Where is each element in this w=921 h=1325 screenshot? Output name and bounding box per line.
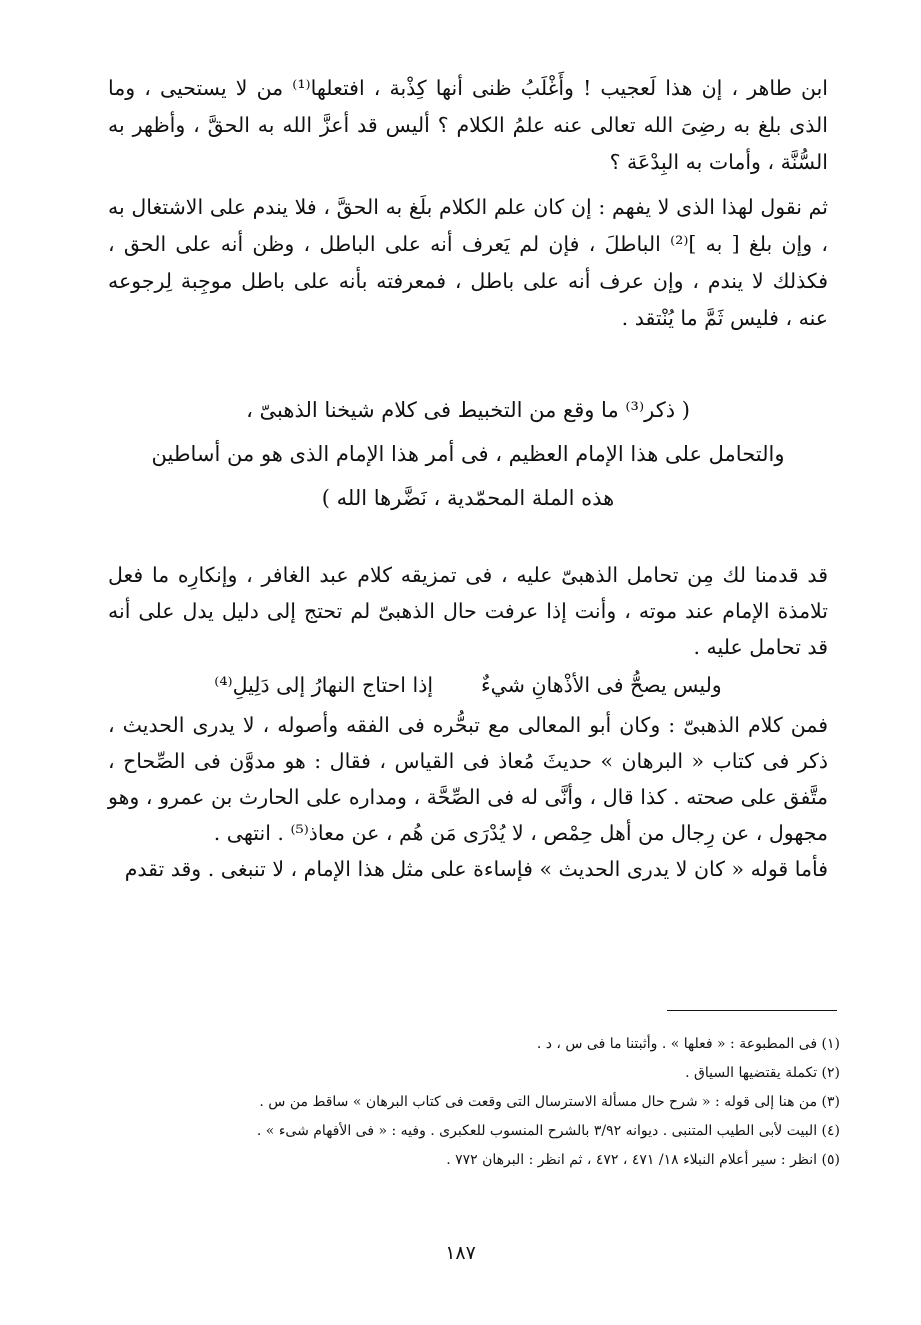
footnote: (٥) انظر : سير أعلام النبلاء ١٨/ ٤٧١ ، ٤٧٢ ، ثم انظر : البرهان ٧٧٢ . <box>446 1152 840 1168</box>
verse-hemistich: وليس يصحُّ فى الأذْهانِ شيءٌ <box>481 673 722 697</box>
footnote-divider <box>667 1010 837 1011</box>
heading-line: ( ذكر⁽³⁾ ما وقع من التخبيط فى كلام شيخنا الذهبىّ ، <box>246 398 690 422</box>
poetry-verse <box>108 667 828 703</box>
footnote: (٢) تكملة يقتضيها السياق . <box>685 1065 840 1081</box>
page-number: ١٨٧ <box>445 1242 476 1264</box>
paragraph: فأما قوله « كان لا يدرى الحديث » فإساءة على مثل هذا الإمام ، لا تنبغى . وقد تقدم <box>124 857 828 881</box>
paragraph: ابن طاهر ، إن هذا لَعجيب ! وأَغْلَبُ ظنى أنها كِذْبة ، افتعلها⁽¹⁾ من لا يستحيى ، وما الذى بلغ به رضِىَ الله تعالى عنه علمُ الكلام ؟ أليس قد أعزَّ الله به الحقَّ ، وأظهر به السُّنَّة ، وأمات به البِدْعَة ؟ <box>108 76 829 174</box>
paragraph: ثم نقول لهذا الذى لا يفهم : إن كان علم الكلام بلَغ به الحقَّ ، فلا يندم على الاشتغال به ، وإن بلغ [ به ]⁽²⁾ الباطلَ ، فإن لم يَعرف أنه على الباطل ، وظن أنه على الحق ، فكذلك لا يندم ، وإن عرف أنه على باطل ، فمعرفته بأنه على باطل موجِبة لِرجوعه عنه ، فليس ثَمَّ ما يُنْتقد . <box>108 195 828 330</box>
heading-line: هذه الملة المحمّدية ، نَضَّرها الله ) <box>321 486 615 510</box>
verse-hemistich: إذا احتاج النهارُ إلى دَلِيلِ⁽⁴⁾ <box>214 673 434 697</box>
footnote: (١) فى المطبوعة : « فعلها » . وأثبتنا ما فى س ، د . <box>536 1036 840 1052</box>
footnotes <box>120 1030 840 1175</box>
footnote: (٣) من هنا إلى قوله : « شرح حال مسألة الاسترسال التى وقعت فى كتاب البرهان » ساقط من س . <box>259 1094 840 1110</box>
paragraph: قد قدمنا لك مِن تحامل الذهبىّ عليه ، فى تمزيقه كلام عبد الغافر ، وإنكارِه ما فعل تلامذة الإمام عند موته ، وأنت إذا عرفت حال الذهبىّ لم تحتج إلى دليل يدل على أنه قد تحامل عليه . <box>108 563 828 659</box>
footnote: (٤) البيت لأبى الطيب المتنبى . ديوانه ٣/٩٢ بالشرح المنسوب للعكبرى . وفيه : « فى الأفهام شىء » . <box>256 1123 840 1139</box>
section-heading <box>108 388 828 520</box>
main-text-top <box>108 70 828 337</box>
paragraph: فمن كلام الذهبىّ : وكان أبو المعالى مع تبحُّره فى الفقه وأصوله ، لا يدرى الحديث ، ذكر فى كتاب « البرهان » حديثَ مُعاذ فى القياس ، فقال : هو مدوَّن فى الصِّحاح ، متَّفق على صحته . كذا قال ، وأنَّى له فى الصِّحَّة ، ومداره على الحارث بن عمرو ، وهو مجهول ، عن رِجال من أهل حِمْص ، لا يُدْرَى مَن هُم ، عن معاذ⁽⁵⁾ . انتهى . <box>108 713 828 845</box>
heading-line: والتحامل على هذا الإمام العظيم ، فى أمر هذا الإمام الذى هو من أساطين <box>151 442 785 466</box>
main-text-bottom <box>108 557 828 887</box>
